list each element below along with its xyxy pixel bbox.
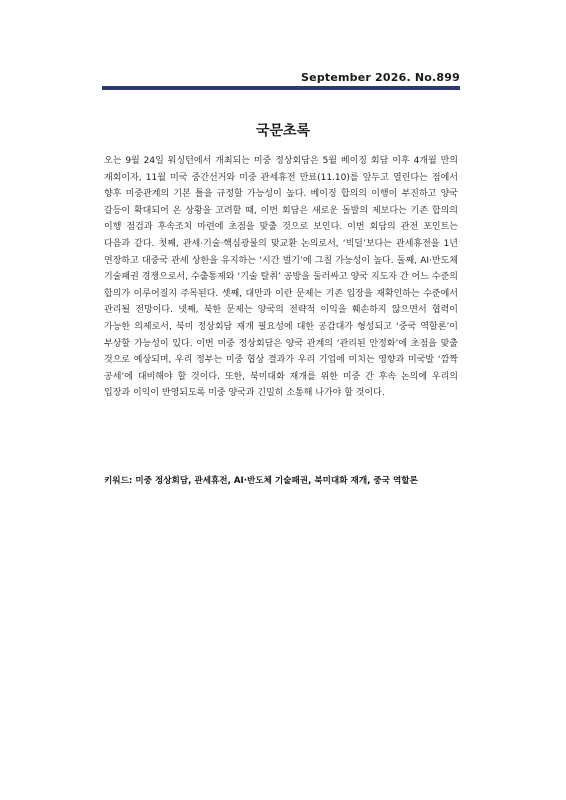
header-rule	[102, 86, 460, 90]
issue-label: September 2026. No.899	[301, 71, 460, 84]
abstract-title: 국문초록	[255, 123, 311, 139]
abstract-body: 오는 9월 24일 워싱턴에서 개최되는 미중 정상회담은 5월 베이징 회담 이후 4개월 만의 재회이자, 11월 미국 중간선거와 미중 관세휴전 만료(11.10)를 앞두고 열린다는 점에서 향후 미중관계의 기본 틀을 규정할 가능성이 높다. 베이징 합의의 이행이 부진하고 양국 갈등이 확대되어 온 상황을 고려할 때, 이번 회담은 새로운 돌발의 제보다는 기존 합의의 이행 점검과 후속조치 마련에 초점을 맞출 것으로 보인다. 이번 회담의 관전 포인트는 다음과 같다. 첫째, 관세·기술·핵심광물의 맞교환 논의로서, ‘빅딜’보다는 관세휴전을 1년 연장하고 대중국 관세 상한을 유지하는 ‘시간 벌기’에 그칠 가능성이 높다. 둘째, AI·반도체 기술패권 경쟁으로서, 수출통제와 ‘기술 탈취’ 공방을 둘러싸고 양국 지도자 간 어느 수준의 합의가 이루어질지 주목된다. 셋째, 대만과 이란 문제는 기존 입장을 재확인하는 수준에서 관리될 전망이다. 넷째, 북한 문제는 양국의 전략적 이익을 훼손하지 않으면서 협력이 가능한 의제로서, 북미 정상회담 재개 필요성에 대한 공감대가 형성되고 ‘중국 역할론’이 부상할 가능성이 있다. 이번 미중 정상회담은 양국 관계의 ‘관리된 안정화’에 초점을 맞출 것으로 예상되며, 우리 정부는 미중 협상 결과가 우리 기업에 미치는 영향과 미국발 ‘깜짝 공세’에 대비해야 할 것이다. 또한, 북미대화 재개를 위한 미중 간 후속 논의에 우리의 입장과 이익이 반영되도록 미중 양국과 긴밀히 소통해 나가야 할 것이다.	[104, 156, 458, 399]
keywords-line: 키워드: 미중 정상회담, 관세휴전, AI·반도체 기술패권, 북미대화 재개, 중국 역할론	[104, 476, 418, 486]
